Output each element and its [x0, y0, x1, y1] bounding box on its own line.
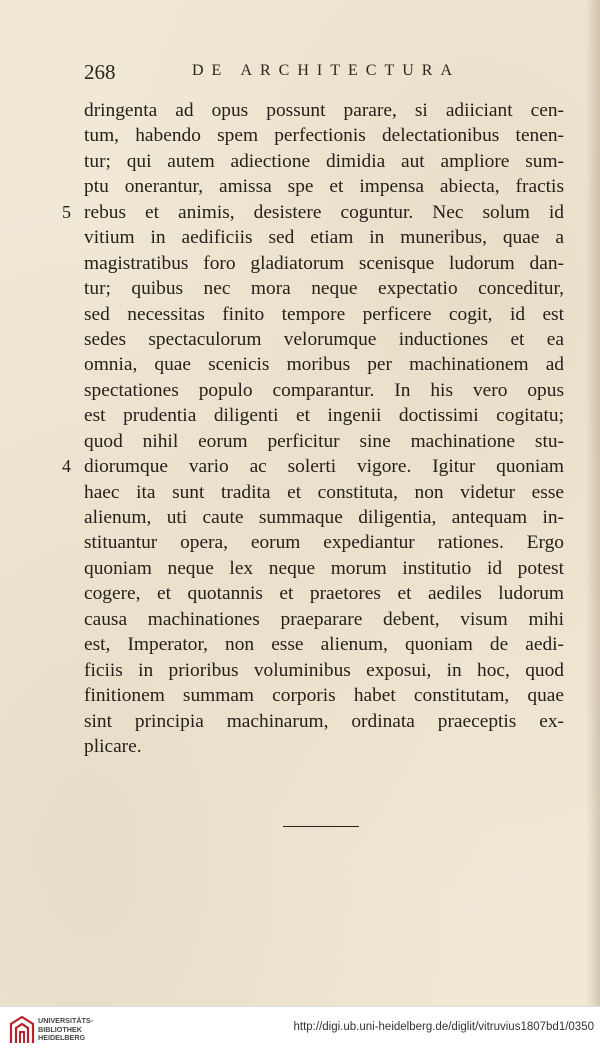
text-line: magistratibus foro gladiatorum scenisque ludorum dan-: [84, 252, 564, 274]
body-text: [62, 98, 564, 759]
text-line: quoniam neque lex neque morum institutio id potest: [84, 557, 564, 579]
text-line: causa machinationes praeparare debent, visum mihi: [84, 608, 564, 630]
text-line: 5 rebus et animis, desistere coguntur. Nec solum id: [84, 200, 564, 225]
margin-line-number: 4: [62, 456, 71, 477]
section-end-rule: [283, 826, 359, 827]
text-line: cogere, et quotannis et praetores et aediles ludorum: [84, 583, 564, 605]
text-line: omnia, quae scenicis moribus per machinationem ad: [84, 354, 564, 376]
text-line: 4 diorumque vario ac solerti vigore. Igitur quoniam: [84, 454, 564, 479]
text-line: sedes spectaculorum velorumque inductiones et ea: [84, 328, 564, 350]
text-line: spectationes populo comparantur. In his vero opus: [84, 379, 564, 401]
viewer-footer: [0, 1006, 600, 1052]
library-logo-icon: [8, 1015, 36, 1045]
text-line: ptu onerantur, amissa spe et impensa abiecta, fractis: [84, 176, 564, 198]
text-line: tum, habendo spem perfectionis delectationibus tenen-: [84, 125, 564, 147]
text-line: quod nihil eorum perficitur sine machinatione stu-: [84, 430, 564, 452]
permalink-url[interactable]: http://digi.ub.uni-heidelberg.de/diglit/vitruvius1807bd1/0350: [293, 1021, 594, 1033]
page-edge-shadow: [586, 0, 600, 1006]
text-line: vitium in aedificiis sed etiam in muneribus, quae a: [84, 227, 564, 249]
text-line: est, Imperator, non esse alienum, quoniam de aedi-: [84, 634, 564, 656]
text-line: est prudentia diligenti et ingenii doctissimi cogitatu;: [84, 405, 564, 427]
text-line: alienum, uti caute summaque diligentia, antequam in-: [84, 507, 564, 528]
text-line: haec ita sunt tradita et constituta, non videtur esse: [84, 481, 564, 503]
page-heading: DE ARCHITECTURA: [192, 62, 460, 79]
page-number: 268: [84, 60, 116, 84]
margin-line-number: 5: [62, 201, 71, 222]
text-line: dringenta ad opus possunt parare, si adiiciant cen-: [84, 100, 564, 121]
text-line: sint principia machinarum, ordinata praeceptis ex-: [84, 710, 564, 732]
running-head: [0, 60, 600, 86]
text-line: plicare.: [84, 735, 142, 757]
text-line: sed necessitas finito tempore perficere cogit, id est: [84, 303, 564, 325]
library-name: UNIVERSITÄTS- BIBLIOTHEK HEIDELBERG: [38, 1016, 94, 1043]
text-line: ficiis in prioribus voluminibus exposui, in hoc, quod: [84, 659, 564, 681]
text-line: tur; qui autem adiectione dimidia aut ampliore sum-: [84, 150, 564, 172]
text-line: finitionem summam corporis habet constitutam, quae: [84, 685, 564, 707]
text-line: stituantur opera, eorum expediantur rationes. Ergo: [84, 532, 564, 554]
text-line: tur; quibus nec mora neque expectatio conceditur,: [84, 278, 564, 300]
